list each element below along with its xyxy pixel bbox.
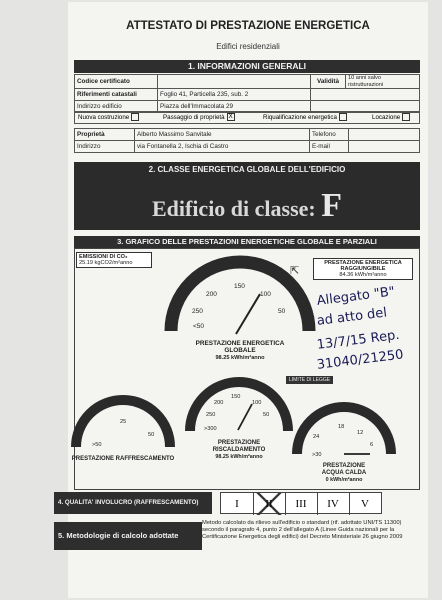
grade-iv: IV <box>317 493 350 515</box>
heating-gauge-label: RISCALDAMENTO <box>212 447 266 453</box>
cooling-gauge <box>72 400 175 462</box>
hot-water-gauge-arc <box>297 407 391 454</box>
section-2-header: 2. CLASSE ENERGETICA GLOBALE DELL'EDIFICIO <box>148 165 346 174</box>
global-gauge-tick-label: 50 <box>278 308 286 315</box>
certificate-page <box>58 2 428 598</box>
global-gauge-tick-label: <50 <box>193 323 205 330</box>
proprieta-value: Alberto Massimo Sanvitale <box>135 129 310 141</box>
owner-table <box>74 128 420 153</box>
nuova-costruzione-checkbox[interactable] <box>131 113 139 121</box>
global-gauge-needle <box>236 294 260 334</box>
proprieta-label: Proprietà <box>75 129 135 141</box>
validita-value: 10 anni salvo ristrutturazioni <box>346 75 420 89</box>
cooling-gauge-tick-label: 25 <box>120 419 127 425</box>
section-5-header: 5. Metodologie di calcolo adottate <box>54 522 202 550</box>
telefono-value <box>349 129 420 141</box>
hot-water-gauge-tick-label: 6 <box>370 442 374 448</box>
indirizzo-edificio-label: Indirizzo edificio <box>75 101 158 113</box>
nuova-costruzione-label: Nuova costruzione <box>78 114 130 121</box>
cooling-gauge-label: PRESTAZIONE RAFFRESCAMENTO <box>71 456 175 462</box>
codice-value <box>158 75 311 89</box>
document-subtitle: Edifici residenziali <box>216 42 280 51</box>
indirizzo-value: via Fontanella 2, Ischia di Castro <box>135 141 310 153</box>
reachable-value: 84.36 kWh/m²anno <box>339 272 387 278</box>
locazione-label: Locazione <box>372 114 401 121</box>
energy-class-line <box>74 187 420 225</box>
emissions-label: EMISSIONI DI CO₂ <box>79 254 128 260</box>
cooling-gauge-tick-label: 50 <box>148 432 155 438</box>
hot-water-gauge <box>297 407 391 483</box>
section-4-header: 4. QUALITA' INVOLUCRO (RAFFRESCAMENTO) <box>54 492 212 514</box>
heating-gauge-tick-label: 200 <box>214 400 224 406</box>
global-gauge-value: 98.25 kWh/m²anno <box>215 355 265 361</box>
global-gauge <box>171 262 309 361</box>
codice-label: Codice certificato <box>75 75 158 89</box>
heating-gauge-tick-label: 100 <box>252 400 262 406</box>
locazione-checkbox[interactable] <box>402 113 410 121</box>
section-1-header: 1. INFORMAZIONI GENERALI <box>74 60 420 73</box>
envelope-grade-scale <box>220 492 382 514</box>
global-gauge-tick-label: 250 <box>192 308 203 315</box>
heating-gauge-needle <box>238 404 252 430</box>
hot-water-gauge-tick-label: 12 <box>357 430 364 436</box>
global-gauge-label: PRESTAZIONE ENERGETICA <box>195 340 285 347</box>
energy-class-text: Edificio di classe: <box>151 196 316 221</box>
hot-water-gauge-tick-label: 24 <box>313 434 320 440</box>
reachable-arrow-icon: ⇱ <box>290 265 300 277</box>
hot-water-gauge-tick-label: >30 <box>312 452 322 458</box>
handwriting-line: 13/7/15 Rep. <box>316 327 401 353</box>
heating-gauge-tick-label: 50 <box>263 412 270 418</box>
grade-iii: III <box>285 493 318 515</box>
global-gauge-label: GLOBALE <box>224 347 256 354</box>
limit-badge: LIMITE DI LEGGE <box>286 376 333 384</box>
emissions-value: 25.19 kgCO2/m²anno <box>79 260 133 266</box>
handwriting-line: Allegato "B" <box>316 284 396 309</box>
passaggio-checkbox[interactable]: X <box>228 114 233 121</box>
general-info-table <box>74 74 420 113</box>
heating-gauge-arc <box>190 382 288 431</box>
telefono-label: Telefono <box>310 129 349 141</box>
indirizzo-label: Indirizzo <box>75 141 135 153</box>
heating-gauge-tick-label: >300 <box>204 426 217 432</box>
grade-i: I <box>221 493 254 515</box>
riferimenti-label: Riferimenti catastali <box>75 89 158 101</box>
handwriting-line: 31040/21250 <box>316 347 405 373</box>
heating-gauge <box>190 382 288 460</box>
indirizzo-edificio-value: Piazza dell'Immacolata 29 <box>158 101 311 113</box>
hot-water-gauge-label: PRESTAZIONE <box>322 463 366 469</box>
grade-v: V <box>361 498 369 510</box>
global-gauge-arc <box>171 262 309 331</box>
email-value <box>349 141 420 153</box>
heating-gauge-value: 98.25 kWh/m²anno <box>215 454 263 460</box>
heating-gauge-tick-label: 250 <box>206 412 216 418</box>
validita-label: Validità <box>311 75 346 89</box>
heating-gauge-label: PRESTAZIONE <box>217 440 261 446</box>
grade-ii-crossed: II <box>253 493 286 515</box>
riferimenti-value: Foglio 41, Particella 235, sub. 2 <box>158 89 311 101</box>
global-gauge-tick-label: 100 <box>260 291 271 298</box>
document-title: ATTESTATO DI PRESTAZIONE ENERGETICA <box>126 20 370 32</box>
global-gauge-tick-label: 150 <box>234 283 245 290</box>
reachable-label: PRESTAZIONE ENERGETICA RAGGIUNGIBILE <box>324 260 402 272</box>
heating-gauge-tick-label: 150 <box>231 394 241 400</box>
global-gauge-tick-label: 200 <box>206 291 217 298</box>
energy-class-letter: F <box>321 187 343 224</box>
email-label: E-mail <box>310 141 349 153</box>
handwriting-line: ad atto del <box>316 305 388 329</box>
purpose-row <box>74 111 420 124</box>
riqualificazione-label: Riqualificazione energetica <box>263 114 337 121</box>
methodology-text: Metodo calcolato da rilievo sull'edificio o standard (rif. adottato UNI/TS 11300) secondo il paragrafo 4, punto 2 dell'allegato A (Linee Guida nazionali per la Certificazione Energetica degli edifici) del Decreto Ministeriale 26 giugno 2009 <box>202 520 403 540</box>
hot-water-gauge-label: ACQUA CALDA <box>321 470 367 476</box>
hot-water-gauge-value: 0 kWh/m²anno <box>325 477 363 483</box>
riqualificazione-checkbox[interactable] <box>339 113 347 121</box>
hot-water-gauge-tick-label: 18 <box>338 424 345 430</box>
gauges-svg <box>68 248 428 488</box>
passaggio-label: Passaggio di proprietà <box>163 114 225 121</box>
cooling-gauge-tick-label: >50 <box>92 442 102 448</box>
section-3-header: 3. GRAFICO DELLE PRESTAZIONI ENERGETICHE GLOBALE E PARZIALI <box>74 236 420 248</box>
